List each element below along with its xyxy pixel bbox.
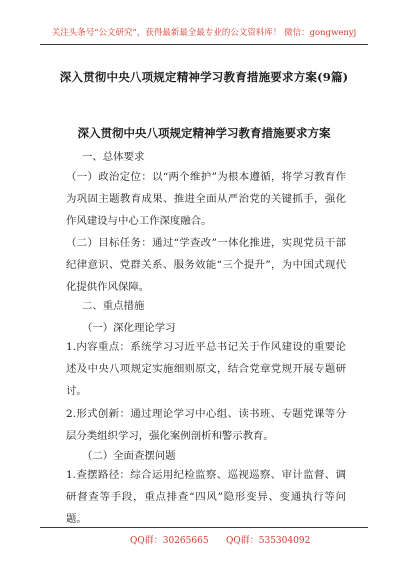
document-title: 深入贯彻中央八项规定精神学习教育措施要求方案(9篇) bbox=[59, 70, 349, 84]
header-note: 关注头条号“公文研究”，获得最新最全最专业的公文资料库！ 微信：gongwenyj bbox=[51, 28, 357, 38]
heading-general-requirements: 一、总体要求 bbox=[82, 151, 145, 163]
footer-qq-group-2: QQ群：535304092 bbox=[226, 536, 311, 546]
paragraph-objectives: （二）目标任务：通过“学查改”一体化推进，实现党员干部纪律意识、党群关系、服务效能“三个提升”，为中国式现代化提供作风保障。 bbox=[66, 237, 346, 293]
paragraph-content-focus: 1.内容重点：系统学习习近平总书记关于作风建设的重要论述及中央八项规定实施细则原文，结合党章党规开展专题研讨。 bbox=[66, 341, 346, 397]
heading-problem-check: （二）全面查摆问题 bbox=[82, 450, 176, 462]
paragraph-political-positioning: （一）政治定位：以“两个维护”为根本遵循，将学习教育作为巩固主题教育成果、推进全面从严治党的关键抓手，强化作风建设与中心工作深度融合。 bbox=[66, 171, 346, 227]
header-divider bbox=[40, 44, 368, 45]
footer-divider bbox=[40, 527, 368, 528]
section-title: 深入贯彻中央八项规定精神学习教育措施要求方案 bbox=[77, 126, 331, 140]
paragraph-format-innovation: 2.形式创新：通过理论学习中心组、读书班、专题党课等分层分类组织学习，强化案例剖析和警示教育。 bbox=[66, 408, 346, 442]
footer-qq-group-1: QQ群：30265665 bbox=[130, 536, 209, 546]
heading-key-measures: 二、重点措施 bbox=[82, 300, 145, 312]
paragraph-check-path: 1.查摆路径：综合运用纪检监察、巡视巡察、审计监督、调研督查等手段，重点排查“四风”隐形变异、变通执行等问题。 bbox=[66, 469, 346, 525]
heading-theory-study: （一）深化理论学习 bbox=[82, 322, 176, 334]
